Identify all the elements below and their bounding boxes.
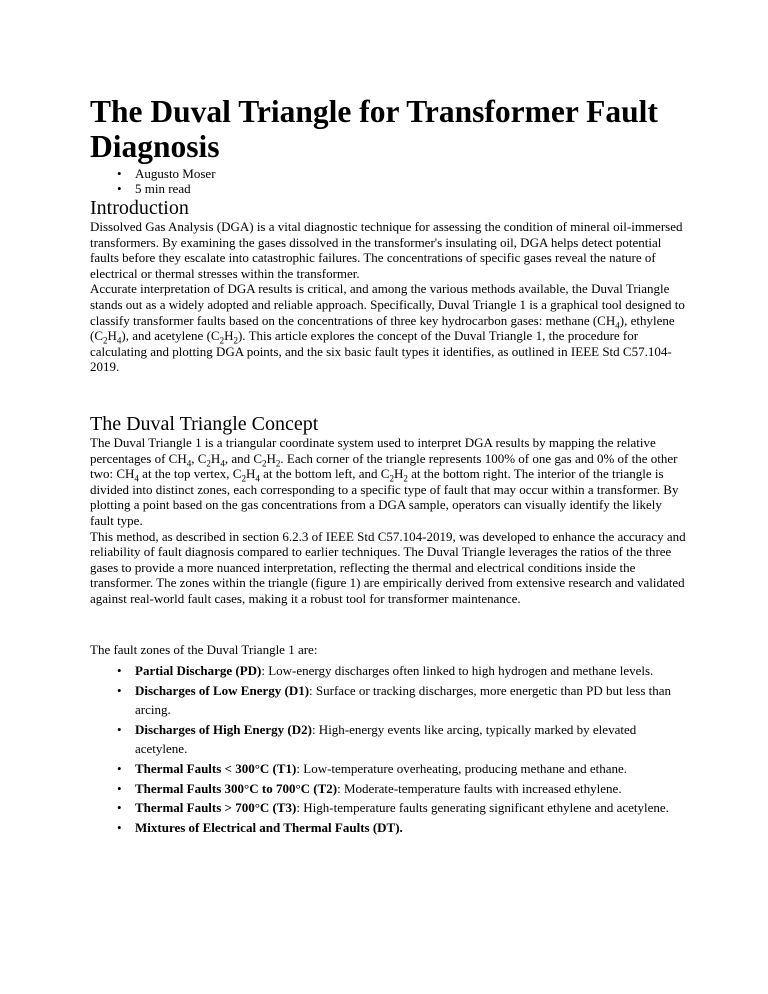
intro-paragraph-2: Accurate interpretation of DGA results is critical, and among the various methods available, the Duval Triangle stands out as a widely adopted and reliable approach. Specifically, Duval Triangle 1 is a graphical tool designed to classify transformer faults based on the concentrations of three key hydrocarbon gases: methane $(CH_4)$, ethylene $(C_2H_4)$, and acetylene $(C_2H_2)$. This article explores the concept of the Duval Triangle 1, the procedure for calculating and plotting DGA points, and the six basic fault types it identifies, as outlined in IEEE Std C57.104-2019. xyxy=(90,281,685,375)
list-item: • Partial Discharge (PD): Low-energy discharges often linked to high hydrogen and methane levels. xyxy=(135,661,686,681)
section-spacer xyxy=(90,606,686,642)
list-item: • Thermal Faults < 300°C (T1): Low-temperature overheating, producing methane and ethane. xyxy=(135,759,686,779)
list-item: • Discharges of High Energy (D2): High-energy events like arcing, typically marked by elevated acetylene. xyxy=(135,720,686,759)
read-time: • 5 min read xyxy=(135,181,686,196)
concept-paragraph-2: This method, as described in section 6.2.3 of IEEE Std C57.104-2019, was developed to enhance the accuracy and reliability of fault diagnosis compared to earlier techniques. The Duval Triangle leverages the ratios of the three gases to provide a more nuanced interpretation, reflecting the thermal and electrical conditions inside the transformer. The zones within the triangle (figure 1) are empirically derived from extensive research and validated against real-world fault cases, making it a robust tool for transformer maintenance. xyxy=(90,528,686,606)
list-item: • Thermal Faults > 700°C (T3): High-temperature faults generating significant ethylene and acetylene. xyxy=(135,798,686,818)
list-item: • Thermal Faults 300°C to 700°C (T2): Moderate-temperature faults with increased ethylene. xyxy=(135,779,686,799)
author-name: • Augusto Moser xyxy=(135,166,686,181)
concept-paragraph-1: The Duval Triangle 1 is a triangular coordinate system used to interpret DGA results by mapping the relative percentages of $CH_4$, $C_2H_4$, and $C_2H_2$. Each corner of the triangle represents 100% of one gas and 0% of the other two: $CH_4$ at the top vertex, $C_2H_4$ at the bottom left, and $C_2H_2$ at the bottom right. The interior of the triangle is divided into distinct zones, each corresponding to a specific type of fault that may occur within a transformer. By plotting a point based on the gas concentrations from a DGA sample, operators can visually identify the likely fault type. xyxy=(90,434,679,528)
list-item: • Mixtures of Electrical and Thermal Faults (DT). xyxy=(135,818,686,838)
fault-zones-intro: The fault zones of the Duval Triangle 1 are: xyxy=(90,642,318,658)
intro-paragraph-1: Dissolved Gas Analysis (DGA) is a vital diagnostic technique for assessing the condition of mineral oil-immersed transformers. By examining the gases dissolved in the transformer's insulating oil, DGA helps detect potential faults before they escalate into catastrophic failures. The concentrations of specific gases reveal the nature of electrical or thermal stresses within the transformer. xyxy=(90,219,683,281)
article xyxy=(90,94,686,837)
page-title: The Duval Triangle for Transformer Fault Diagnosis xyxy=(90,94,658,164)
fault-zone-list xyxy=(90,661,686,837)
section-heading-concept: The Duval Triangle Concept xyxy=(90,412,319,435)
list-item: • Discharges of Low Energy (D1): Surface or tracking discharges, more energetic than PD but less than arcing. xyxy=(135,681,686,720)
section-heading-introduction: Introduction xyxy=(90,197,189,219)
article-meta xyxy=(90,166,686,196)
